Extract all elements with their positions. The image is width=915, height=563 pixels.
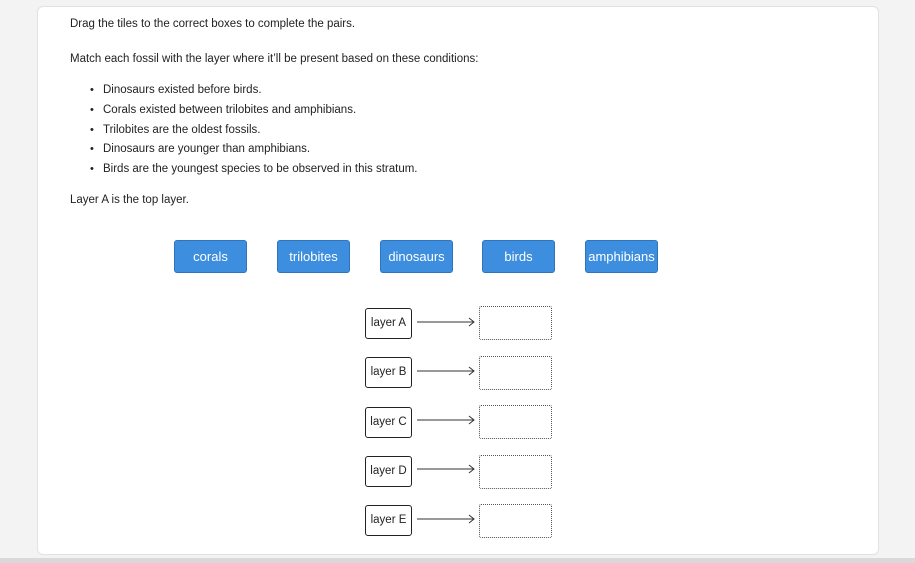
bullet-icon: • [90,103,94,116]
tile-corals[interactable]: corals [174,240,247,273]
bullet-icon: • [90,123,94,136]
layer-a-label: layer A [365,308,412,339]
tile-amphibians[interactable]: amphibians [585,240,658,273]
condition-item: • Dinosaurs existed before birds. [90,84,262,96]
arrow-right-icon [417,317,475,327]
bullet-icon: • [90,84,94,96]
condition-item: • Corals existed between trilobites and amphibians. [90,103,357,116]
arrow-right-icon [417,415,475,425]
condition-item: • Birds are the youngest species to be observed in this stratum. [90,163,418,175]
layer-e-label: layer E [365,505,412,536]
layer-c-label: layer C [365,407,412,438]
layer-d-label: layer D [365,456,412,487]
arrow-right-icon [417,366,475,376]
conditions-list [66,76,418,175]
match-instruction: Match each fossil with the layer where it’ll be present based on these conditions: [70,53,479,65]
bottom-scroll-edge [0,558,915,563]
drag-instruction: Drag the tiles to the correct boxes to complete the pairs. [70,18,356,30]
drop-target-layer-e[interactable] [479,504,552,538]
bullet-icon: • [90,143,94,156]
arrow-right-icon [417,514,475,524]
arrow-right-icon [417,464,475,474]
tile-dinosaurs[interactable]: dinosaurs [380,240,453,273]
bullet-icon: • [90,163,94,175]
tile-birds[interactable]: birds [482,240,555,273]
condition-item: • Trilobites are the oldest fossils. [90,123,261,136]
drop-target-layer-b[interactable] [479,356,552,390]
drop-target-layer-a[interactable] [479,306,552,340]
layer-b-label: layer B [365,357,412,388]
drop-target-layer-c[interactable] [479,405,552,439]
top-layer-note: Layer A is the top layer. [70,194,189,206]
drop-target-layer-d[interactable] [479,455,552,489]
condition-item: • Dinosaurs are younger than amphibians. [90,143,311,156]
tile-trilobites[interactable]: trilobites [277,240,350,273]
